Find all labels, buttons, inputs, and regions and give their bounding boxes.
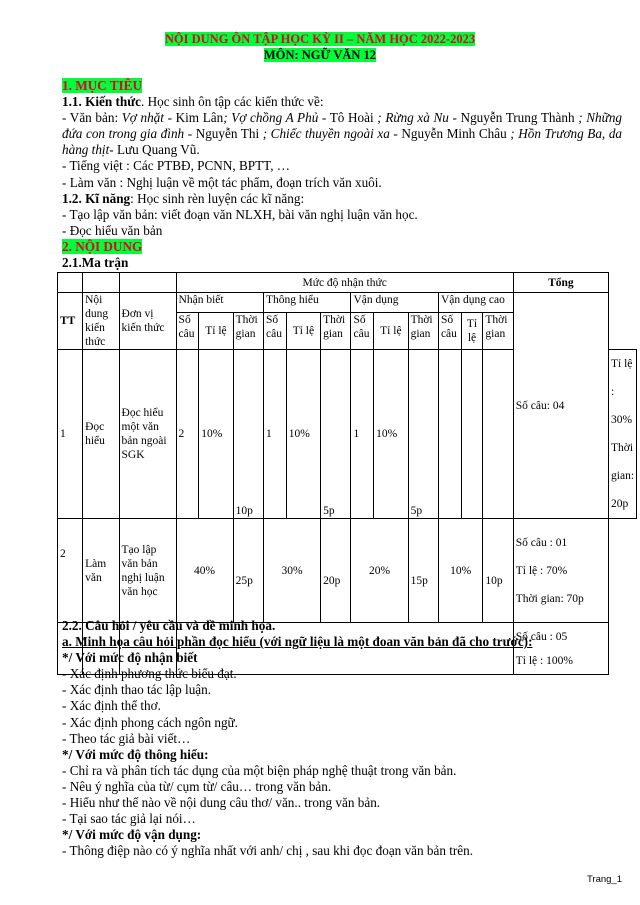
- list-item: - Xác định thao tác lập luận.: [62, 682, 212, 698]
- sub2a-heading: a. Minh họa câu hỏi phần đọc hiểu (với ngữ liệu là một đoan văn bản đã cho trước):: [62, 634, 533, 650]
- list-item: - Nêu ý nghĩa của từ/ cụm từ/ câu… trong văn bản.: [62, 778, 332, 794]
- sub2-heading: 2.2. Câu hỏi / yêu cầu và đề minh họa.: [62, 618, 276, 633]
- cell-time: 5p: [408, 350, 438, 519]
- subject-text: MÔN: NGỮ VĂN 12: [263, 48, 377, 62]
- section1-heading-text: 1. MỤC TIÊU: [62, 78, 142, 93]
- skills-label: 1.2. Kĩ năng: [62, 190, 131, 206]
- matrix-row-writing: [58, 519, 637, 623]
- work-author: - Nguyễn Minh Châu: [389, 126, 507, 142]
- skills-line: [62, 191, 622, 207]
- col-rate: Tỉ lệ: [286, 312, 320, 349]
- section1-heading: [62, 78, 622, 94]
- unit-header: Đơn vị kiến thức: [119, 293, 176, 350]
- writing-line: - Làm văn : Nghị luận về một tác phẩm, đoạn trích văn xuôi.: [62, 174, 382, 190]
- work-title: ; Những đứa con trong gia đình: [62, 110, 622, 142]
- cell-count: 2: [176, 350, 199, 519]
- work-author: - Nguyễn Thi: [184, 126, 260, 142]
- skills-item: - Đọc hiểu văn bản: [62, 222, 163, 238]
- cell-rate: 40%: [176, 519, 233, 623]
- knowledge-label: 1.1. Kiến thức: [62, 94, 141, 110]
- skills-text: : Học sinh rèn luyện các kĩ năng:: [130, 190, 305, 206]
- level-high-application: Vận dụng cao: [438, 293, 513, 313]
- title-text: NỘI DUNG ÔN TẬP HỌC KỲ II – NĂM HỌC 2022-2023: [164, 32, 476, 46]
- comprehension-label: */ Với mức độ thông hiểu:: [62, 746, 209, 762]
- cell-rate: 20%: [351, 519, 408, 623]
- col-time: Thời gian: [233, 312, 263, 349]
- col-count: Số câu: [351, 312, 374, 349]
- questions-body: [62, 618, 622, 859]
- total-rate: Tỉ lệ : 30%: [611, 358, 633, 426]
- col-count: Số câu: [438, 312, 461, 349]
- section2-heading-text: 2. NỘI DUNG: [62, 238, 143, 254]
- matrix-table: [57, 272, 637, 675]
- list-item: - Theo tác giả bài viết…: [62, 730, 191, 746]
- cell-rate: 10%: [438, 519, 482, 623]
- matrix-header-row: [58, 273, 637, 293]
- total-time: Thời gian: 20p: [611, 442, 635, 510]
- level-header: Mức độ nhận thức: [176, 273, 513, 293]
- cell-time: 25p: [233, 519, 263, 623]
- matrix-heading: 2.1.Ma trận: [62, 255, 129, 271]
- list-item: - Xác định phong cách ngôn ngữ.: [62, 714, 238, 730]
- col-count: Số câu: [264, 312, 287, 349]
- cell-time: 5p: [321, 350, 351, 519]
- works-paragraph: [62, 110, 622, 158]
- vietnamese-line: - Tiếng việt : Các PTBĐ, PCNN, BPTT, …: [62, 158, 290, 174]
- cell-rate: 10%: [286, 350, 320, 519]
- knowledge-text: . Học sinh ôn tập các kiến thức về:: [140, 94, 324, 110]
- row-content: Đọc hiểu: [83, 350, 119, 519]
- col-time: Thời gian: [321, 312, 351, 349]
- col-rate: Tỉ lệ: [374, 312, 408, 349]
- cell-time: 20p: [321, 519, 351, 623]
- work-title: Vợ nhặt: [121, 110, 164, 126]
- work-title: ; Chiếc thuyền ngoài xa: [259, 126, 390, 142]
- work-author: - Lưu Quang Vũ.: [109, 142, 200, 158]
- intro-body: [62, 78, 622, 271]
- empty-cell: [438, 350, 461, 519]
- col-rate: Tỉ lệ: [461, 312, 483, 349]
- list-item: - Hiểu như thế nào về nội dung câu thơ/ văn.. trong văn bản.: [62, 795, 381, 811]
- col-time: Thời gian: [483, 312, 513, 349]
- work-title: ; Vợ chồng A Phủ: [223, 110, 319, 126]
- total-cell-header: Số câu: 04: [513, 293, 608, 519]
- cell-time: 10p: [233, 350, 263, 519]
- work-author: - Nguyễn Trung Thành: [448, 110, 575, 126]
- col-count: Số câu: [176, 312, 199, 349]
- level-recognition: Nhận biết: [176, 293, 263, 313]
- row-total: [609, 350, 637, 519]
- list-item: - Xác định thể thơ.: [62, 698, 161, 714]
- grand-total-count: Số câu : 05: [515, 630, 568, 643]
- document-title: [0, 32, 640, 47]
- tt-header: TT: [58, 293, 83, 350]
- col-rate: Tỉ lệ: [199, 312, 233, 349]
- list-item: - Thông điệp nào có ý nghĩa nhất với anh/ chị , sau khi đọc đoạn văn bản trên.: [62, 843, 474, 859]
- level-application: Vận dụng: [351, 293, 438, 313]
- list-item: - Xác định phương thức biểu đạt.: [62, 666, 237, 682]
- list-item: - Tại sao tác giả lại nói…: [62, 811, 196, 827]
- level-comprehension: Thông hiểu: [264, 293, 351, 313]
- total-header: Tổng: [513, 273, 608, 293]
- total-time: Thời gian: 70p: [515, 592, 584, 605]
- cell-count: 1: [351, 350, 374, 519]
- row-content: Làm văn: [83, 519, 119, 623]
- cell-rate: 10%: [199, 350, 233, 519]
- cell-count: 1: [264, 350, 287, 519]
- grand-total-rate: Tỉ lệ : 100%: [515, 654, 573, 667]
- work-title: ; Hồn Trương Ba, da hàng thịt: [62, 126, 623, 158]
- cell-rate: 30%: [264, 519, 321, 623]
- work-title: ; Rừng xà Nu: [373, 110, 449, 126]
- total-rate: Tỉ lệ : 70%: [515, 564, 568, 577]
- row-tt: 1: [58, 350, 83, 519]
- total-count: Số câu : 01: [515, 536, 568, 549]
- empty-cell: [461, 350, 483, 519]
- recognition-label: */ Với mức độ nhận biết: [62, 650, 198, 666]
- works-prefix: - Văn bản:: [62, 110, 122, 126]
- knowledge-line: [62, 94, 622, 110]
- col-time: Thời gian: [408, 312, 438, 349]
- row-total: [513, 519, 608, 623]
- application-label: */ Với mức độ vận dụng:: [62, 827, 202, 843]
- page-number: Trang_1: [586, 874, 622, 885]
- work-author: - Kim Lân: [163, 110, 224, 126]
- cell-time: 10p: [483, 519, 513, 623]
- subject-title: [0, 48, 640, 63]
- work-author: - Tô Hoài: [318, 110, 374, 126]
- matrix-level-row: [58, 293, 637, 313]
- section2-heading: [62, 239, 622, 255]
- row-unit: Đọc hiểu một văn bản ngoài SGK: [119, 350, 176, 519]
- content-header: Nội dung kiến thức: [83, 293, 119, 350]
- list-item: - Chỉ ra và phân tích tác dụng của một biện pháp nghệ thuật trong văn bản.: [62, 762, 457, 778]
- cell-rate: 10%: [374, 350, 408, 519]
- empty-cell: [83, 273, 119, 293]
- row-unit: Tạo lập văn bản nghị luận văn học: [119, 519, 176, 623]
- row-tt: 2: [58, 519, 83, 623]
- empty-cell: [119, 273, 176, 293]
- empty-cell: [483, 350, 513, 519]
- empty-cell: [58, 273, 83, 293]
- skills-item: - Tạo lập văn bản: viết đoạn văn NLXH, bài văn nghị luận văn học.: [62, 206, 418, 222]
- cell-time: 15p: [408, 519, 438, 623]
